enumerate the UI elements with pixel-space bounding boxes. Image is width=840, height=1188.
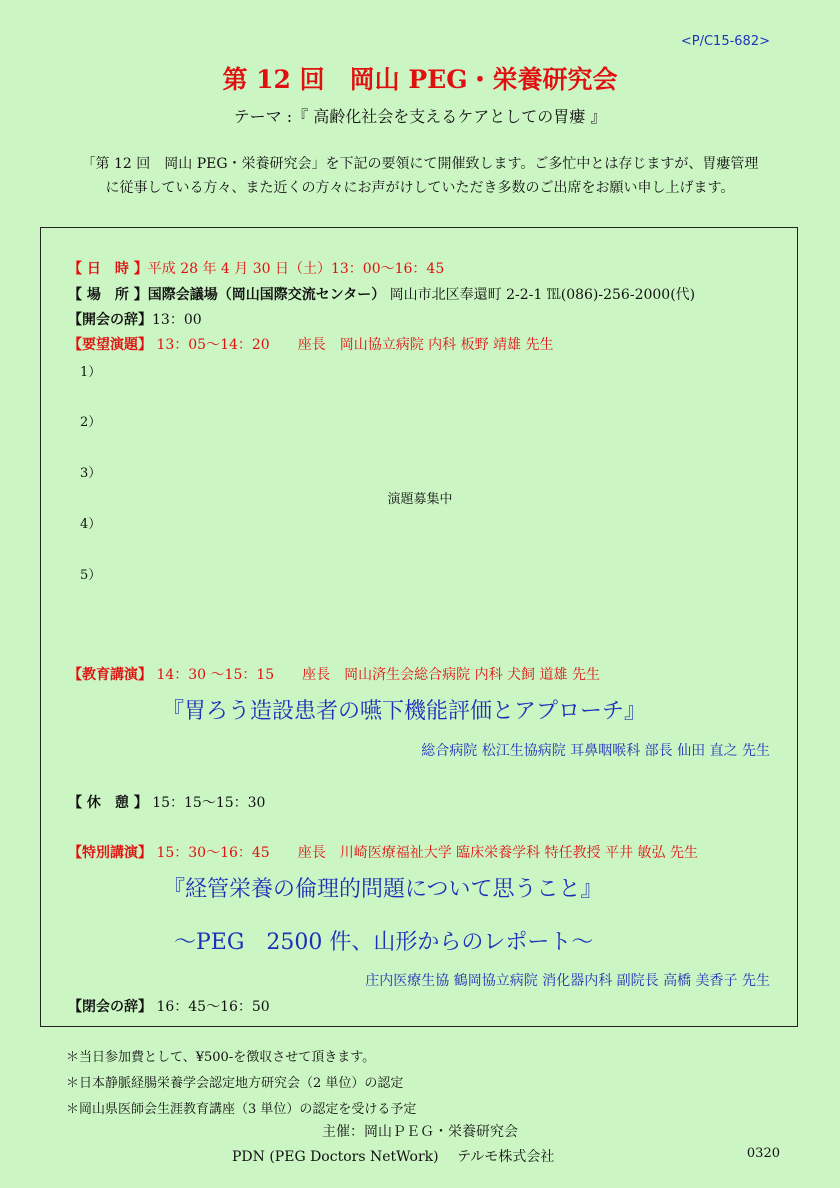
break-time: 15：15〜15：30 xyxy=(152,795,266,811)
list-item: 4） xyxy=(80,517,102,532)
closing-row xyxy=(68,996,270,1016)
special-subtitle: 〜PEG 2500 件、山形からのレポート〜 xyxy=(174,930,594,955)
venue-address: 岡山市北区奉還町 2-2-1 ℡(086)-256-2000(代) xyxy=(389,287,696,303)
sponsor-line: PDN (PEG Doctors NetWork) テルモ株式会社 xyxy=(232,1149,555,1165)
page-code: 0320 xyxy=(746,1146,780,1161)
education-speaker: 総合病院 松江生協病院 耳鼻咽喉科 部長 仙田 直之 先生 xyxy=(421,743,770,759)
requested-label: 【要望演題】 xyxy=(68,337,152,353)
list-item: 3） xyxy=(80,466,102,481)
note-line: ＊当日参加費として、¥500-を徴収させて頂きます。 xyxy=(66,1050,376,1065)
opening-row xyxy=(68,309,202,329)
venue-name: 国際会議場（岡山国際交流センター） xyxy=(147,287,386,303)
education-title: 『胃ろう造設患者の嚥下機能評価とアプローチ』 xyxy=(162,699,647,724)
education-row xyxy=(68,664,600,684)
note-line: ＊日本静脈経腸栄養学会認定地方研究会（2 単位）の認定 xyxy=(66,1076,404,1091)
theme-line: テーマ :『 高齢化社会を支えるケアとしての胃瘻 』 xyxy=(233,107,607,126)
education-detail: 14：30 〜15：15 座長 岡山済生会総合病院 内科 犬飼 道雄 先生 xyxy=(156,667,600,683)
date-label: 【 日 時 】 xyxy=(68,261,148,277)
date-row xyxy=(68,258,444,278)
intro-paragraph xyxy=(0,152,840,200)
special-detail: 15：30〜16：45 座長 川崎医療福祉大学 臨床栄養学科 特任教授 平井 敏弘 先生 xyxy=(156,845,698,861)
closing-label: 【閉会の辞】 xyxy=(68,999,152,1015)
break-label: 【 休 憩 】 xyxy=(68,795,148,811)
special-label: 【特別講演】 xyxy=(68,845,152,861)
note-line: ＊岡山県医師会生涯教育講座（3 単位）の認定を受ける予定 xyxy=(66,1102,417,1117)
recruiting-note: 演題募集中 xyxy=(387,492,453,507)
host-line: 主催：岡山ＰＥＧ・栄養研究会 xyxy=(322,1124,518,1140)
venue-row xyxy=(68,284,695,304)
requested-detail: 13：05〜14：20 座長 岡山協立病院 内科 板野 靖雄 先生 xyxy=(156,337,554,353)
document-code: <P/C15-682> xyxy=(680,34,770,49)
special-title: 『経管栄養の倫理的問題について思うこと』 xyxy=(163,877,603,902)
education-label: 【教育講演】 xyxy=(68,667,152,683)
special-speaker: 庄内医療生協 鶴岡協立病院 消化器内科 副院長 高橋 美香子 先生 xyxy=(365,973,770,989)
break-row xyxy=(68,792,265,812)
closing-time: 16：45〜16：50 xyxy=(156,999,270,1015)
list-item: 1） xyxy=(80,365,102,380)
list-item: 5） xyxy=(80,568,102,583)
intro-line: 「第 12 回 岡山 PEG・栄養研究会」を下記の要領にて開催致します。ご多忙中とは存じますが、胃瘻管理 xyxy=(81,156,759,172)
requested-row xyxy=(68,334,554,354)
opening-time: 13：00 xyxy=(152,312,202,328)
opening-label: 【開会の辞】 xyxy=(68,312,152,328)
intro-line: に従事している方々、また近くの方々にお声がけしていただき多数のご出席をお願い申し上げます。 xyxy=(105,180,735,196)
list-item: 2） xyxy=(80,415,102,430)
special-row xyxy=(68,842,698,862)
date-value: 平成 28 年 4 月 30 日（土）13：00〜16：45 xyxy=(147,261,445,277)
venue-label: 【 場 所 】 xyxy=(68,287,148,303)
page-title: 第 12 回 岡山 PEG・栄養研究会 xyxy=(222,65,618,94)
